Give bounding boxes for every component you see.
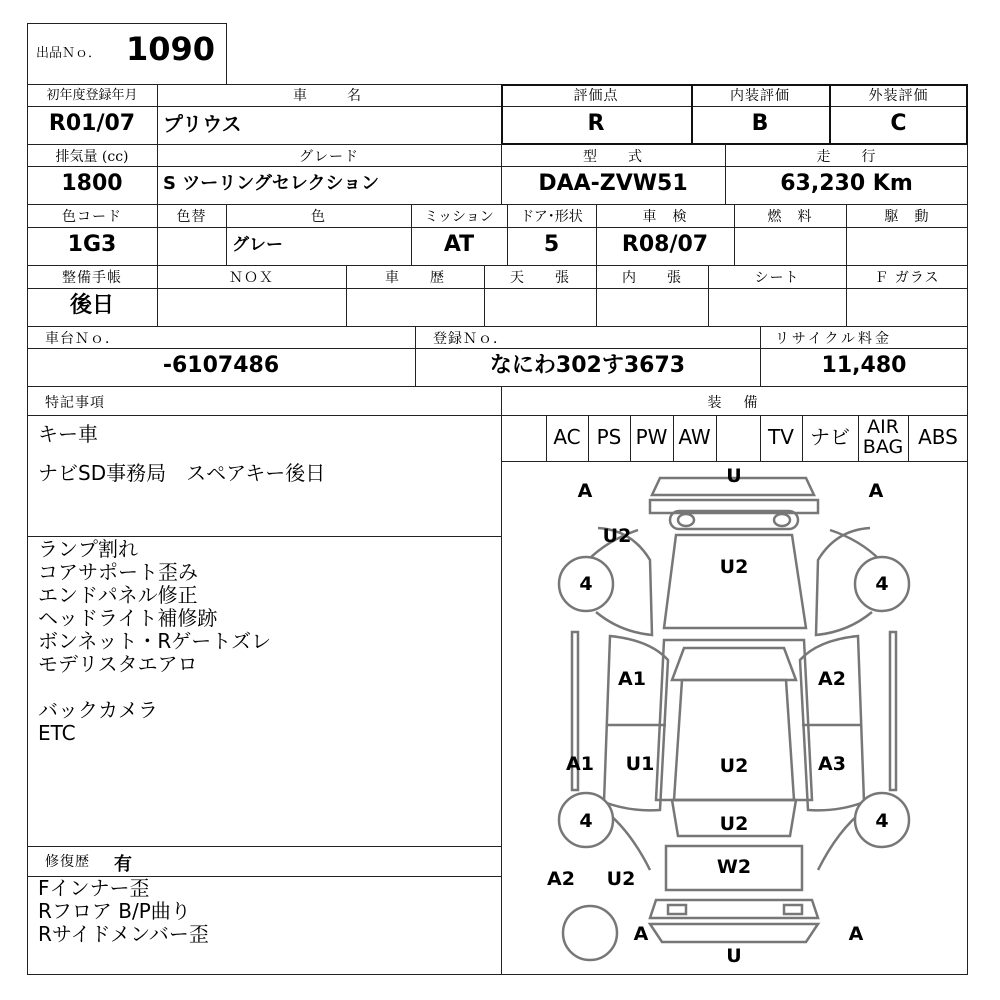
- mark-front-right-corner: A: [868, 480, 884, 502]
- remark-line: ヘッドライト補修跡: [38, 606, 218, 630]
- remark-line: キー車: [38, 422, 98, 446]
- color-label: 色: [311, 209, 326, 225]
- interior-grade-label: 内装評価: [730, 88, 790, 104]
- model-code-value: DAA-ZVW51: [538, 171, 688, 196]
- displacement-label: 排気量 (cc): [55, 149, 129, 165]
- registration-number-value: なにわ302す3673: [489, 353, 686, 378]
- equipment-ac: AC: [553, 425, 581, 449]
- lot-number: 1090: [126, 30, 216, 68]
- mark-left-front-door: U1: [625, 753, 655, 775]
- door-value: 5: [543, 232, 560, 257]
- drive-label: 駆 動: [884, 209, 930, 225]
- nox-label: ＮＯＸ: [229, 270, 274, 286]
- remarks-label: 特記事項: [45, 395, 105, 411]
- spare-tire-icon: [563, 906, 617, 960]
- mark-rear-glass: W2: [716, 856, 752, 878]
- mark-front-left-tire: 4: [579, 573, 593, 595]
- mark-front-bumper: U: [726, 465, 742, 487]
- door-shape-label: ドア･形状: [520, 209, 583, 225]
- seat-label: シート: [754, 270, 800, 286]
- lot-number-label: 出品Ｎｏ．: [36, 46, 102, 61]
- mark-rear-right-corner: A: [848, 923, 864, 945]
- remark-line: ランプ割れ: [38, 537, 138, 561]
- recycle-fee-value: 11,480: [821, 353, 907, 378]
- inspection-value: R08/07: [621, 232, 709, 257]
- equipment-label: 装 備: [707, 395, 762, 411]
- remark-line: バックカメラ: [38, 698, 158, 722]
- equipment-airbag: AIR BAG: [862, 416, 904, 458]
- first-registration-label: 初年度登録年月: [46, 88, 138, 103]
- color-value: グレー: [232, 235, 283, 255]
- mark-right-front-fender: A2: [818, 668, 846, 690]
- repair-line: Rサイドメンバー歪: [38, 922, 209, 946]
- transmission-value: AT: [443, 232, 475, 257]
- inspection-label: 車 検: [642, 209, 688, 225]
- remark-line: コアサポート歪み: [38, 560, 198, 584]
- model-code-label: 型 式: [583, 149, 643, 165]
- equipment-tv: TV: [768, 425, 794, 449]
- remark-line: エンドパネル修正: [38, 583, 198, 607]
- repaint-label: 色替: [176, 209, 207, 225]
- remark-line: ボンネット・Rゲートズレ: [38, 629, 272, 653]
- fuel-label: 燃 料: [767, 209, 813, 225]
- remark-line: ETC: [38, 721, 76, 745]
- mark-rear-left-panel: U2: [606, 868, 636, 890]
- transmission-label: ミッション: [424, 209, 494, 225]
- maintenance-record-label: 整備手帳: [62, 270, 122, 286]
- mileage-label: 走 行: [816, 149, 877, 165]
- mark-hood-left: U2: [602, 525, 632, 547]
- exterior-grade-value: C: [890, 111, 907, 136]
- score-value: R: [587, 111, 605, 136]
- color-code-value: 1G3: [67, 232, 117, 257]
- grade-label: グレード: [299, 149, 359, 165]
- mark-rear-roof: U2: [719, 813, 749, 835]
- mark-rear-right-tire: 4: [875, 810, 889, 832]
- grade-value: S ツーリングセレクション: [163, 173, 380, 194]
- mileage-value: 63,230 Km: [780, 171, 913, 196]
- car-name-label: 車 名: [293, 88, 365, 104]
- mark-left-front-fender: A1: [618, 668, 646, 690]
- maintenance-record-value: 後日: [69, 293, 114, 318]
- equipment-pw: PW: [635, 425, 668, 449]
- remark-line: モデリスタエアロ: [38, 652, 198, 676]
- mark-rear-bumper: U: [726, 945, 742, 967]
- equipment-abs: ABS: [918, 425, 958, 449]
- repair-history-label: 修復歴: [45, 854, 90, 870]
- car-name-value: プリウス: [163, 112, 242, 136]
- color-code-label: 色コード: [62, 209, 122, 225]
- equipment-aw: AW: [678, 425, 711, 449]
- equipment-navi: ナビ: [810, 425, 850, 449]
- chassis-number-value: -6107486: [162, 353, 280, 378]
- interior-trim-label: 内 張: [622, 270, 682, 286]
- displacement-value: 1800: [61, 171, 123, 196]
- remark-line: ナビSD事務局 スペアキー後日: [38, 461, 326, 485]
- equipment-ps: PS: [596, 425, 622, 449]
- mark-right-door: A3: [818, 753, 846, 775]
- mark-roof: U2: [719, 755, 749, 777]
- chassis-number-label: 車台Ｎｏ．: [45, 331, 120, 347]
- front-glass-label: Ｆ ガラス: [874, 270, 940, 286]
- mark-rear-left-corner: A: [633, 923, 649, 945]
- first-registration-value: R01/07: [48, 111, 136, 136]
- mark-rear-left-quarter: A2: [547, 868, 575, 890]
- interior-grade-value: B: [751, 111, 769, 136]
- exterior-grade-label: 外装評価: [868, 88, 929, 104]
- headliner-label: 天 張: [510, 270, 570, 286]
- repair-line: Fインナー歪: [38, 876, 150, 900]
- recycle-fee-label: リサイクル料金: [775, 331, 893, 347]
- mark-front-right-tire: 4: [875, 573, 889, 595]
- registration-number-label: 登録Ｎｏ．: [433, 331, 508, 347]
- score-label: 評価点: [573, 88, 619, 104]
- repair-line: Rフロア B/P曲り: [38, 899, 191, 923]
- mark-rear-left-tire: 4: [579, 810, 593, 832]
- mark-left-side-sill: A1: [566, 753, 594, 775]
- vehicle-history-label: 車 歴: [385, 270, 445, 286]
- mark-front-left-corner: A: [577, 480, 593, 502]
- repair-history-value: 有: [114, 854, 132, 875]
- mark-hood: U2: [719, 556, 749, 578]
